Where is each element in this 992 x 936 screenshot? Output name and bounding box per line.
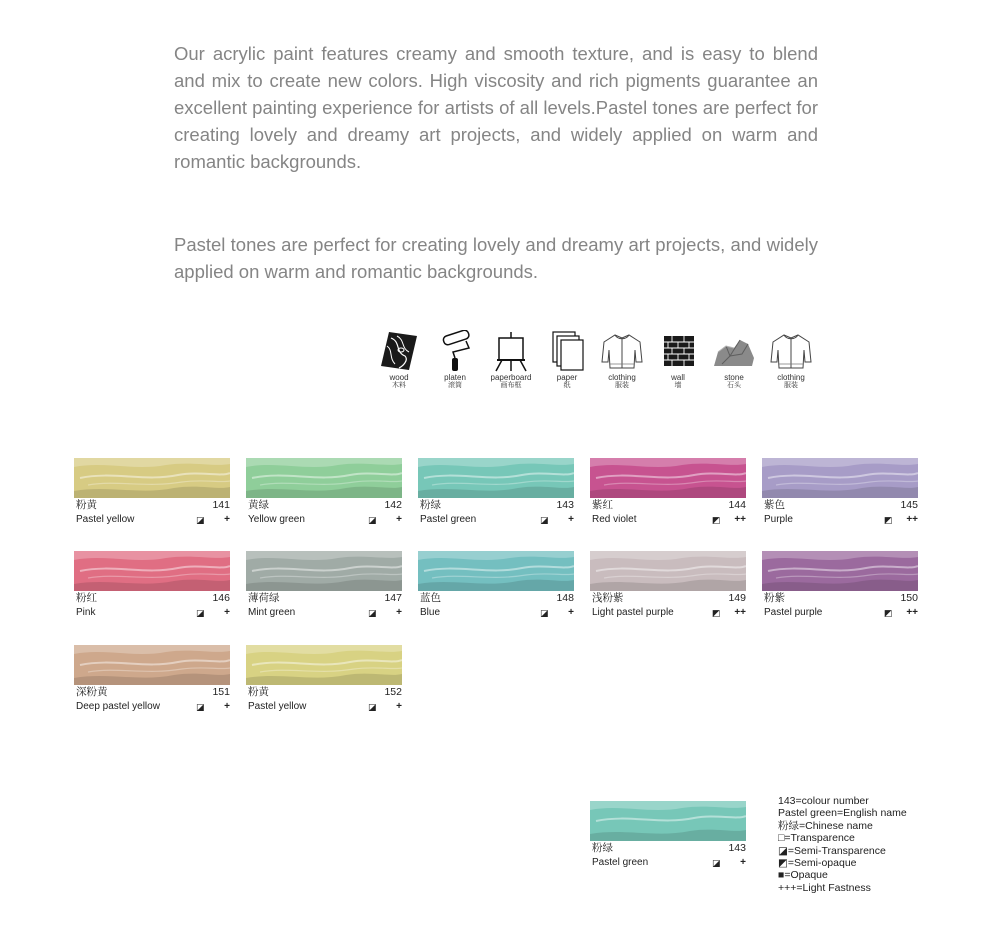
color-swatch-card xyxy=(246,458,402,528)
surface-label-cn: 滚筒 xyxy=(448,382,462,389)
legend xyxy=(778,795,907,894)
legend-item: ◪=Semi-Transparence xyxy=(778,844,886,857)
surface-label: wall xyxy=(671,373,685,382)
opacity-symbol: ◪ xyxy=(540,608,549,618)
colour-number: 143 xyxy=(728,842,746,854)
intro-paragraph-2: Pastel tones are perfect for creating lovely and dreamy art projects, and widely applied on warm and romantic backgrounds. xyxy=(174,234,818,282)
chinese-name: 黄绿 xyxy=(248,499,269,511)
colour-number: 152 xyxy=(384,686,402,698)
paint-smear xyxy=(762,458,918,498)
paper-icon xyxy=(547,330,587,372)
color-swatch-card xyxy=(74,458,230,528)
paint-smear xyxy=(246,458,402,498)
colour-number: 141 xyxy=(212,499,230,511)
opacity-symbol: ◩ xyxy=(712,608,721,618)
paint-smear xyxy=(590,551,746,591)
light-fastness: + xyxy=(396,701,402,712)
easel-icon xyxy=(491,330,531,372)
legend-item: +++=Light Fastness xyxy=(778,881,871,894)
roller-icon xyxy=(435,330,475,372)
english-name: Mint green xyxy=(248,607,296,618)
surface-clothing xyxy=(594,330,650,390)
colour-number: 150 xyxy=(900,592,918,604)
clothing-icon xyxy=(769,330,813,372)
light-fastness: + xyxy=(740,857,746,868)
surface-label-cn: 纸 xyxy=(563,382,571,389)
clothing-icon xyxy=(600,330,644,372)
paint-smear xyxy=(246,551,402,591)
chinese-name: 粉红 xyxy=(76,592,97,604)
opacity-symbol: ◪ xyxy=(196,608,205,618)
surface-label-cn: 石头 xyxy=(727,382,741,389)
surface-label: paper xyxy=(556,373,578,382)
chinese-name: 紫色 xyxy=(764,499,785,511)
surface-label: stone xyxy=(724,373,744,382)
english-name: Yellow green xyxy=(248,514,305,525)
surface-paper xyxy=(539,330,595,390)
chinese-name: 蓝色 xyxy=(420,592,441,604)
light-fastness: ++ xyxy=(734,514,746,525)
light-fastness: + xyxy=(224,701,230,712)
example-swatch xyxy=(590,801,746,871)
color-swatch-card xyxy=(762,458,918,528)
light-fastness: + xyxy=(568,607,574,618)
surface-label: paperboard xyxy=(490,373,532,382)
opacity-symbol: ◩ xyxy=(712,515,721,525)
paint-smear xyxy=(762,551,918,591)
opacity-symbol: ◪ xyxy=(368,515,377,525)
stone-icon xyxy=(712,330,756,372)
english-name: Pastel green xyxy=(420,514,477,525)
light-fastness: + xyxy=(568,514,574,525)
chinese-name: 薄荷绿 xyxy=(248,592,280,604)
surface-wall xyxy=(650,330,706,390)
surface-label: clothing xyxy=(777,373,805,382)
english-name: Blue xyxy=(420,607,441,618)
english-name: Purple xyxy=(764,514,793,525)
brick-wall-icon xyxy=(658,330,698,372)
english-name: Pastel yellow xyxy=(76,514,135,525)
surface-clothing xyxy=(763,330,819,390)
colour-number: 146 xyxy=(212,592,230,604)
english-name: Pastel purple xyxy=(764,607,823,618)
chinese-name: 粉绿 xyxy=(592,842,613,854)
chinese-name: 粉黄 xyxy=(76,499,97,511)
color-swatch-card xyxy=(590,458,746,528)
english-name: Pastel green xyxy=(592,857,649,868)
surface-label-cn: 服装 xyxy=(615,382,629,389)
color-swatch-card xyxy=(418,551,574,621)
surface-label-cn: 木料 xyxy=(392,382,406,389)
colour-number: 151 xyxy=(212,686,230,698)
color-swatch-card xyxy=(74,551,230,621)
paint-smear xyxy=(590,801,746,841)
english-name: Deep pastel yellow xyxy=(76,701,160,712)
surface-paperboard xyxy=(483,330,539,390)
paint-smear xyxy=(418,551,574,591)
surface-label: wood xyxy=(389,373,409,382)
chinese-name: 粉紫 xyxy=(764,592,785,604)
english-name: Pastel yellow xyxy=(248,701,307,712)
legend-item: Pastel green=English name xyxy=(778,807,907,820)
legend-item: □=Transparence xyxy=(778,832,855,845)
surface-wood xyxy=(371,330,427,390)
chinese-name: 粉黄 xyxy=(248,686,269,698)
chinese-name: 紫红 xyxy=(592,499,613,511)
light-fastness: + xyxy=(224,607,230,618)
light-fastness: + xyxy=(224,514,230,525)
surface-stone xyxy=(706,330,762,390)
opacity-symbol: ◩ xyxy=(884,608,893,618)
surface-label: platen xyxy=(444,373,466,382)
legend-item: ■=Opaque xyxy=(778,869,828,882)
surface-label-cn: 服装 xyxy=(784,382,798,389)
colour-number: 147 xyxy=(384,592,402,604)
color-swatch-card xyxy=(246,551,402,621)
light-fastness: + xyxy=(396,514,402,525)
english-name: Red violet xyxy=(592,514,637,525)
color-swatch-card xyxy=(246,645,402,715)
colour-number: 148 xyxy=(556,592,574,604)
light-fastness: ++ xyxy=(906,607,918,618)
surface-platen xyxy=(427,330,483,390)
paint-smear xyxy=(74,551,230,591)
color-swatch-card xyxy=(74,645,230,715)
color-swatch-card xyxy=(418,458,574,528)
legend-item: 粉绿=Chinese name xyxy=(778,819,873,832)
colour-number: 143 xyxy=(556,499,574,511)
legend-item: 143=colour number xyxy=(778,795,869,807)
paint-smear xyxy=(418,458,574,498)
surface-label: clothing xyxy=(608,373,636,382)
chinese-name: 深粉黄 xyxy=(76,686,108,698)
opacity-symbol: ◪ xyxy=(196,702,205,712)
opacity-symbol: ◪ xyxy=(368,702,377,712)
paint-smear xyxy=(74,645,230,685)
paint-smear xyxy=(74,458,230,498)
legend-item: ◩=Semi-opaque xyxy=(778,857,857,870)
colour-number: 145 xyxy=(900,499,918,511)
color-swatch-card xyxy=(590,551,746,621)
wood-icon xyxy=(379,330,419,372)
english-name: Light pastel purple xyxy=(592,607,674,618)
chinese-name: 粉绿 xyxy=(420,499,441,511)
surface-label-cn: 画布框 xyxy=(500,382,522,389)
color-swatch-card xyxy=(762,551,918,621)
opacity-symbol: ◪ xyxy=(712,858,721,868)
light-fastness: ++ xyxy=(906,514,918,525)
opacity-symbol: ◪ xyxy=(368,608,377,618)
chinese-name: 浅粉紫 xyxy=(592,592,624,604)
opacity-symbol: ◪ xyxy=(540,515,549,525)
opacity-symbol: ◪ xyxy=(196,515,205,525)
surface-label-cn: 墙 xyxy=(674,382,682,389)
paint-smear xyxy=(246,645,402,685)
english-name: Pink xyxy=(76,607,96,618)
colour-number: 144 xyxy=(728,499,746,511)
colour-number: 149 xyxy=(728,592,746,604)
light-fastness: + xyxy=(396,607,402,618)
intro-paragraph-1: Our acrylic paint features creamy and smooth texture, and is easy to blend and mix to create new colors. High viscosity and rich pigments guarantee an excellent painting experience for artists of all levels.Pastel tones are perfect for creating lovely and dreamy art projects, and widely applied on warm and romantic backgrounds. xyxy=(174,43,818,172)
opacity-symbol: ◩ xyxy=(884,515,893,525)
colour-number: 142 xyxy=(384,499,402,511)
paint-smear xyxy=(590,458,746,498)
light-fastness: ++ xyxy=(734,607,746,618)
